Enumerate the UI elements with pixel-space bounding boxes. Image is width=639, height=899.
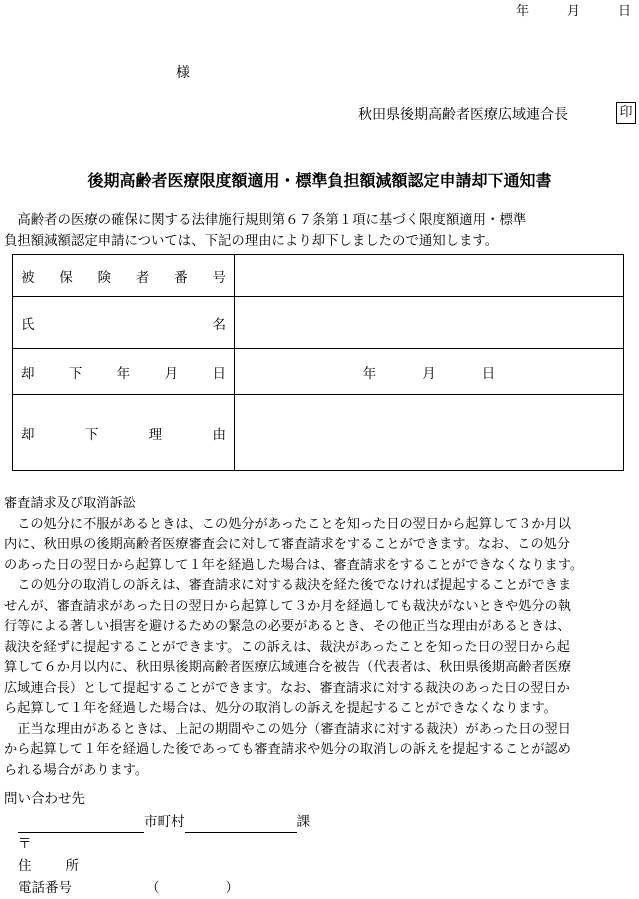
- label-char: 却: [21, 365, 35, 382]
- review-para2-line: 裁決を経ずに提起することができます。この訴えは、裁決があったことを知った日の翌日から起: [4, 639, 570, 655]
- postal-mark: 〒: [18, 836, 32, 852]
- phone-label: 電話番号: [18, 880, 72, 896]
- address-label: [4, 855, 310, 877]
- review-section: [4, 494, 638, 781]
- contact-section: [4, 788, 310, 899]
- division-blank: [185, 818, 297, 833]
- label-char: 者: [135, 269, 150, 286]
- seal-box: 印: [616, 102, 636, 124]
- municipality-blank: [18, 818, 144, 833]
- row-insured-number: [13, 255, 624, 297]
- review-para2-line: 算して６か月以内に、秋田県後期高齢者医療広域連合を被告（代表者は、秋田県後期高齢者医療: [4, 660, 572, 675]
- municipality-label: 市町村: [144, 814, 185, 830]
- contact-heading: 問い合わせ先: [4, 791, 85, 807]
- label-char: 険: [97, 269, 112, 286]
- date-year-label: 年: [515, 4, 529, 19]
- phone-paren-close: ）: [225, 880, 239, 896]
- row-rejection-date: [13, 349, 624, 395]
- review-para2-line: 行等による著しい損害を避けるための緊急の必要があるとき、その他正当な理由があるときは、: [4, 619, 571, 634]
- rejection-reason-label: [13, 395, 235, 471]
- review-para3-line: られる場合があります。: [4, 762, 149, 778]
- label-char: 氏: [21, 316, 35, 333]
- rejection-day-label: 日: [481, 365, 496, 382]
- insured-number-label: [13, 255, 235, 297]
- review-para3-line: 正当な理由があるときは、上記の期間やこの処分（審査請求に対する裁決）があった日の翌日: [17, 721, 571, 737]
- rejection-month-label: 月: [422, 365, 436, 382]
- intro-text: [4, 210, 636, 252]
- rejection-date-label: [13, 349, 235, 395]
- date-day-label: 日: [617, 4, 631, 19]
- name-label: [13, 297, 235, 349]
- recipient-suffix: 様: [176, 65, 190, 81]
- info-table: [12, 254, 624, 471]
- intro-line-1: 高齢者の医療の確保に関する法律施行規則第６７条第１項に基づく限度額適用・標準: [17, 213, 527, 228]
- review-para2-line: せんが、審査請求があった日の翌日から起算して３か月を経過しても裁決がないときや処分の執: [4, 598, 571, 614]
- label-char: 却: [21, 426, 35, 443]
- review-para2-line: 広域連合長）として提起することができます。なお、審査請求に対する裁決のあった日の翌日か: [4, 680, 570, 696]
- phone-row: [4, 877, 310, 899]
- label-char: 名: [212, 316, 226, 333]
- insured-number-value: [235, 255, 624, 297]
- label-char: 保: [59, 269, 73, 286]
- label-char: 月: [164, 365, 179, 382]
- address-label-char: 所: [65, 858, 79, 874]
- phone-paren-open: （: [146, 880, 160, 896]
- row-rejection-reason: [13, 395, 624, 471]
- review-heading: 審査請求及び取消訴訟: [4, 496, 136, 511]
- address-label-char: 住: [18, 858, 32, 874]
- row-name: [13, 297, 624, 349]
- review-para2-line: この処分の取消しの訴えは、審査請求に対する裁決を経た後でなければ提起することができま: [17, 578, 572, 593]
- review-para3-line: から起算して１年を経過した後であっても審査請求や処分の取消しの訴えを提起することが認め: [4, 742, 571, 757]
- contact-office-row: [4, 810, 310, 833]
- label-char: 理: [148, 426, 163, 443]
- issuer-name: 秋田県後期高齢者医療広域連合長: [358, 107, 568, 123]
- document-title: 後期高齢者医療限度額適用・標準負担額減額認定申請却下通知書: [87, 171, 552, 190]
- name-value: [235, 297, 624, 349]
- review-para2-line: ら起算して１年を経過した場合は、処分の取消しの訴えを提起することができなくなります。: [4, 701, 557, 716]
- date-month-label: 月: [566, 4, 580, 19]
- issue-date: [516, 0, 631, 19]
- review-para1-line: 内に、秋田県の後期高齢者医療審査会に対して審査請求をすることができます。なお、この処分: [4, 537, 571, 552]
- rejection-date-value: [235, 349, 624, 395]
- review-para1-line: のあった日の翌日から起算して１年を経過した場合は、審査請求をすることができなくなります。: [4, 557, 584, 573]
- rejection-year-label: 年: [362, 365, 377, 382]
- review-para1-line: この処分に不服があるときは、この処分があったことを知った日の翌日から起算して３か月以: [17, 516, 571, 532]
- label-char: 日: [212, 365, 226, 382]
- rejection-reason-value: [235, 395, 624, 471]
- intro-line-2: 負担額減額認定申請については、下記の理由により却下しましたので通知します。: [4, 234, 499, 249]
- division-label: 課: [296, 814, 310, 830]
- label-char: 下: [68, 365, 83, 382]
- label-char: 由: [212, 426, 226, 443]
- label-char: 年: [116, 365, 131, 382]
- label-char: 番: [174, 269, 188, 286]
- label-char: 被: [21, 269, 35, 286]
- label-char: 下: [84, 426, 99, 443]
- label-char: 号: [212, 269, 226, 286]
